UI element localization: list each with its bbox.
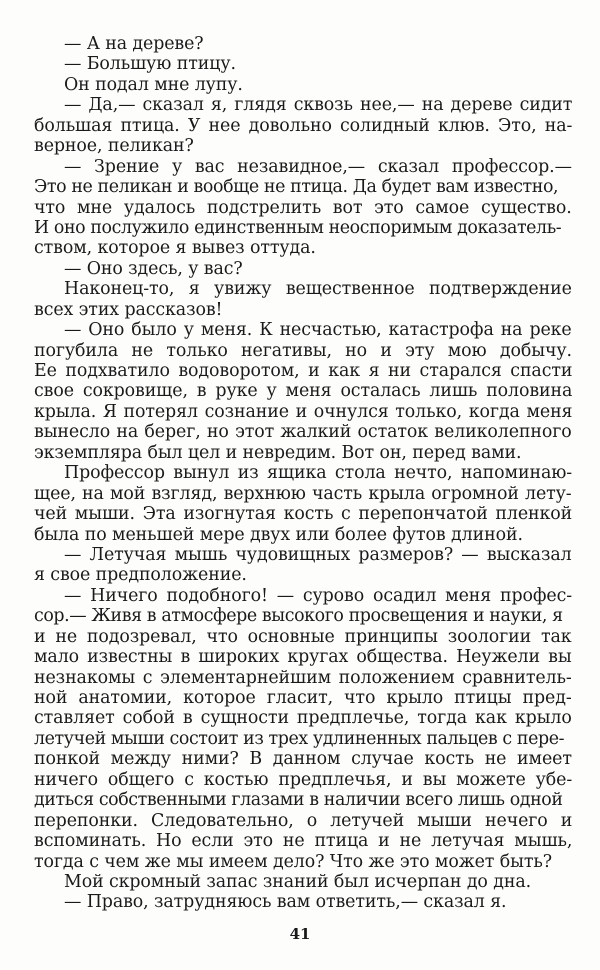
text-line: — Летучая мышь чудовищных размеров? — высказал xyxy=(64,544,572,565)
text-line: крыла. Я потерял сознание и очнулся только, когда меня xyxy=(34,401,573,422)
text-line: Профессор вынул из ящика стола нечто, напоминаю- xyxy=(64,463,573,484)
text-line: — Оно было у меня. К несчастью, катастрофа на реке xyxy=(64,320,572,341)
text-line: незнакомы с элементарнейшим положением сравнитель- xyxy=(34,667,572,688)
text-line: была по меньшей мере двух или более футов длиной. xyxy=(34,524,523,545)
text-line: ничего общего с костью предплечья, и вы можете убе- xyxy=(34,769,573,790)
text-line: я свое предположение. xyxy=(34,565,247,586)
text-line: — А на дереве? xyxy=(64,34,204,54)
text-line: диться собственными глазами в наличии всего лишь одной xyxy=(34,790,563,811)
text-line: Он подал мне лупу. xyxy=(64,74,243,95)
text-line: экземпляра был цел и невредим. Вот он, перед вами. xyxy=(34,442,522,463)
text-line: что мне удалось подстрелить вот это самое существо. xyxy=(34,197,572,218)
text-line: летучей мыши состоит из трех удлиненных пальцев с пере- xyxy=(34,728,565,749)
text-line: вспоминать. Но если это не птица и не летучая мышь, xyxy=(34,831,573,852)
text-line: — Большую птицу. xyxy=(64,54,236,75)
body-text xyxy=(34,34,572,913)
text-line: чей мыши. Эта изогнутая кость с перепончатой пленкой xyxy=(34,504,573,525)
text-line: И оно послужило единственным неоспоримым доказатель- xyxy=(34,217,562,238)
text-line: — Оно здесь, у вас? xyxy=(64,258,243,279)
text-line: щее, на мой взгляд, верхнюю часть крыла огромной лету- xyxy=(34,483,572,504)
text-line: ной анатомии, которое гласит, что крыло птицы пред- xyxy=(34,688,572,708)
page-number: 41 xyxy=(289,925,311,943)
text-line: ставляет собой в сущности предплечье, тогда как крыло xyxy=(34,708,572,729)
text-line: верное, пеликан? xyxy=(34,136,194,157)
text-line: понкой между ними? В данном случае кость не имеет xyxy=(34,749,572,770)
text-line: Мой скромный запас знаний был исчерпан до дна. xyxy=(64,871,532,892)
text-line: Это не пеликан и вообще не птица. Да будет вам известно, xyxy=(34,177,559,198)
text-line: ством, которое я вывез оттуда. xyxy=(34,238,316,259)
text-line: вынесло на берег, но этот жалкий остаток великолепного xyxy=(34,422,572,443)
text-line: погубила не только негативы, но и эту мою добычу. xyxy=(34,340,572,361)
text-line: большая птица. У нее довольно солидный клюв. Это, на- xyxy=(34,115,573,136)
text-line: Наконец-то, я увижу вещественное подтверждение xyxy=(64,279,572,300)
text-line: Ее подхватило водоворотом, и как я ни старался спасти xyxy=(34,361,573,381)
text-line: тогда с чем же мы имеем дело? Что же это может быть? xyxy=(34,851,552,872)
text-line: сор.— Живя в атмосфере высокого просвещения и науки, я xyxy=(34,606,563,627)
text-line: свое сокровище, в руке у меня осталась лишь половина xyxy=(34,381,573,402)
text-line: и не подозревал, что основные принципы зоологии так xyxy=(34,626,572,647)
text-line: — Да,— сказал я, глядя сквозь нее,— на дереве сидит xyxy=(64,95,573,116)
text-line: перепонки. Следовательно, о летучей мыши нечего и xyxy=(34,810,573,831)
text-line: — Ничего подобного! — сурово осадил меня профес- xyxy=(64,585,573,606)
text-line: — Право, затрудняюсь вам ответить,— сказал я. xyxy=(64,892,507,913)
text-line: всех этих рассказов! xyxy=(34,299,223,320)
text-line: мало известны в широких кругах общества. Неужели вы xyxy=(34,647,572,668)
text-line: — Зрение у вас незавидное,— сказал профессор.— xyxy=(64,156,572,177)
